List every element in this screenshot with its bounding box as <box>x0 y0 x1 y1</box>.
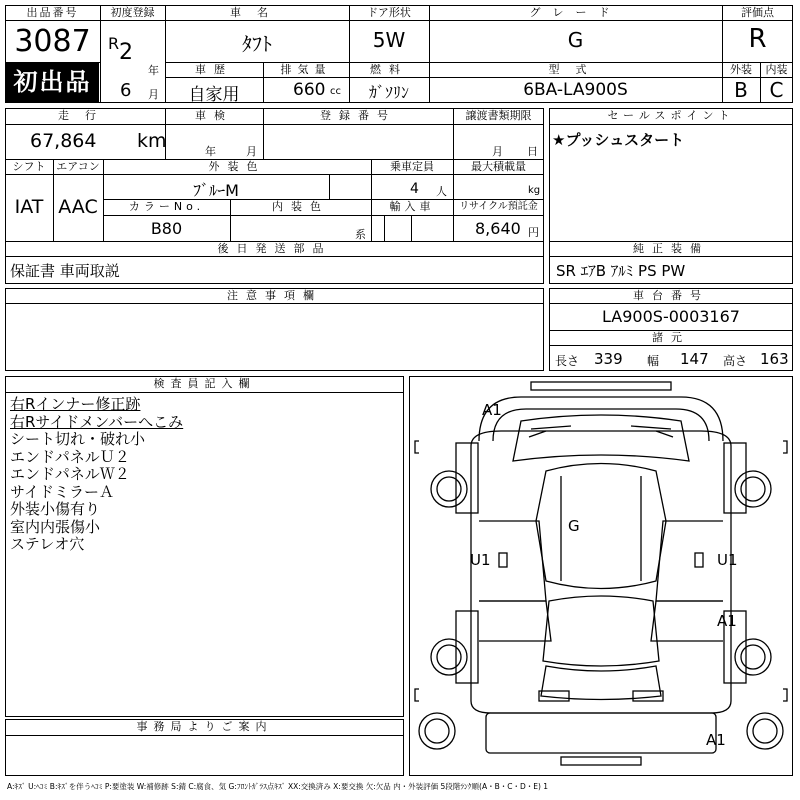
car-name: ﾀﾌﾄ <box>242 32 272 56</box>
width-label: 幅 <box>647 354 660 368</box>
width-value: 147 <box>680 350 709 368</box>
inspector-note: 室内内張傷小 <box>10 517 101 536</box>
chassis-number: LA900S-0003167 <box>602 307 740 326</box>
era-letter: R <box>108 34 120 53</box>
damage-mark-right-door: U1 <box>717 551 738 569</box>
shift-value: IAT <box>14 196 44 218</box>
fuel-label: 燃料 <box>370 63 408 76</box>
mileage-label: 走行 <box>58 109 112 122</box>
inspection-month-unit: 月 <box>246 145 257 158</box>
inspection-year-unit: 年 <box>205 145 216 158</box>
lot-number-label: 出品番号 <box>26 6 79 19</box>
inspector-note: エンドパネルＵ２ <box>10 447 130 466</box>
legend-text: A:ｷｽﾞ U:ﾍｺﾐ B:ｷｽﾞを伴うﾍｺﾐ P:要塗装 W:補修跡 S:錆 C:腐食、気 G:ﾌﾛﾝﾄｶﾞﾗｽ点ｷｽﾞ XX:交換済み X:要交換 欠:欠品 内・外装評価 5段階ﾗﾝｸ順(A・B・C・D・E) 1 <box>7 782 549 791</box>
interior-color-label: 内装色 <box>272 200 329 213</box>
month-unit: 月 <box>148 88 159 101</box>
max-load-unit: kg <box>528 185 541 196</box>
car-damage-diagram <box>409 376 793 776</box>
genuine-equipment-label: 純正装備 <box>633 242 709 255</box>
dimensions-label: 諸元 <box>652 331 690 344</box>
inspector-note: サイドミラーＡ <box>10 482 114 501</box>
interior-grade-label: 内装 <box>765 63 788 76</box>
aircon-label: エアコン <box>56 160 100 173</box>
displacement-unit: cc <box>330 86 341 97</box>
later-parts: 保証書 車両取説 <box>10 262 120 280</box>
sales-point: ★プッシュスタート <box>552 131 685 149</box>
inspector-note: 右Rインナー修正跡 <box>10 395 141 413</box>
inspector-notes <box>10 396 183 554</box>
capacity-label: 乗車定員 <box>390 160 434 173</box>
displacement-label: 排気量 <box>280 63 332 76</box>
inspector-label: 検査員記入欄 <box>153 377 256 390</box>
color-number-label: カラーNo. <box>128 200 205 213</box>
recycle-deposit: 8,640 <box>475 219 521 238</box>
grade: G <box>567 28 584 52</box>
door-type: 5W <box>372 28 406 52</box>
car-outline-svg <box>410 377 792 775</box>
transfer-month-unit: 月 <box>492 145 503 158</box>
interior-color-unit: 系 <box>355 228 366 241</box>
later-parts-label: 後日発送部品 <box>217 242 332 255</box>
first-registration-label: 初度登録 <box>110 6 155 19</box>
office-label: 事務局よりご案内 <box>136 720 273 733</box>
exterior-color: ﾌﾞﾙｰM <box>193 181 239 200</box>
mileage: 67,864 <box>30 130 97 152</box>
sales-point-label: セールスポイント <box>607 109 735 122</box>
shift-label: シフト <box>12 160 46 173</box>
interior-grade: C <box>769 78 784 102</box>
transfer-day-unit: 日 <box>527 145 538 158</box>
damage-mark-left-door: U1 <box>470 551 491 569</box>
lot-number: 3087 <box>14 24 91 59</box>
year-unit: 年 <box>148 64 159 77</box>
damage-mark-windshield: G <box>568 517 580 535</box>
max-load-label: 最大積載量 <box>471 160 526 173</box>
length-value: 339 <box>594 350 623 368</box>
history-label: 車歴 <box>195 63 233 76</box>
damage-mark-right-rear: A1 <box>717 612 737 630</box>
capacity: 4 <box>410 181 419 197</box>
height-value: 163 <box>760 350 789 368</box>
car-name-label: 車名 <box>230 6 284 19</box>
history: 自家用 <box>188 85 240 105</box>
damage-mark-front: A1 <box>482 401 502 419</box>
height-label: 高さ <box>723 354 748 368</box>
aircon-value: AAC <box>58 196 98 218</box>
first-listing-badge: 初出品 <box>6 63 99 102</box>
inspector-note: シート切れ・破れ小 <box>10 430 146 448</box>
door-label: ドア形状 <box>367 6 411 19</box>
chassis-number-label: 車台番号 <box>633 289 709 302</box>
score-label: 評価点 <box>741 6 774 19</box>
exterior-grade-label: 外装 <box>730 63 752 76</box>
recycle-unit: 円 <box>528 226 539 239</box>
import-label: 輸入車 <box>389 200 435 213</box>
era-year: 2 <box>119 40 133 65</box>
registration-number-label: 登録番号 <box>320 109 396 122</box>
caution-label: 注意事項欄 <box>227 289 322 302</box>
color-number: B80 <box>150 219 183 238</box>
damage-mark-rear: A1 <box>706 731 726 749</box>
length-label: 長さ <box>555 354 580 368</box>
exterior-color-label: 外装色 <box>208 160 266 173</box>
inspector-note: 外装小傷有り <box>10 500 101 518</box>
mileage-unit: km <box>137 130 167 152</box>
score: R <box>748 24 767 54</box>
recycle-deposit-label: リサイクル預託金 <box>459 201 538 212</box>
inspection-label: 車検 <box>195 109 233 122</box>
transfer-deadline-label: 譲渡書類期限 <box>465 109 532 122</box>
grade-label: グレード <box>529 6 622 19</box>
model-code: 6BA-LA900S <box>523 80 628 100</box>
inspector-note: エンドパネルＷ２ <box>10 465 130 483</box>
capacity-unit: 人 <box>436 185 447 198</box>
month-value: 6 <box>120 80 132 101</box>
genuine-equipment: SR ｴｱB ｱﾙﾐ PS PW <box>556 262 686 280</box>
inspector-note: 右Rサイドメンバーへこみ <box>10 412 184 431</box>
fuel: ｶﾞｿﾘﾝ <box>368 83 409 102</box>
displacement: 660 <box>293 80 326 100</box>
exterior-grade: B <box>734 78 748 102</box>
model-code-label: 型式 <box>548 63 603 76</box>
inspector-note: ステレオ穴 <box>10 535 85 553</box>
